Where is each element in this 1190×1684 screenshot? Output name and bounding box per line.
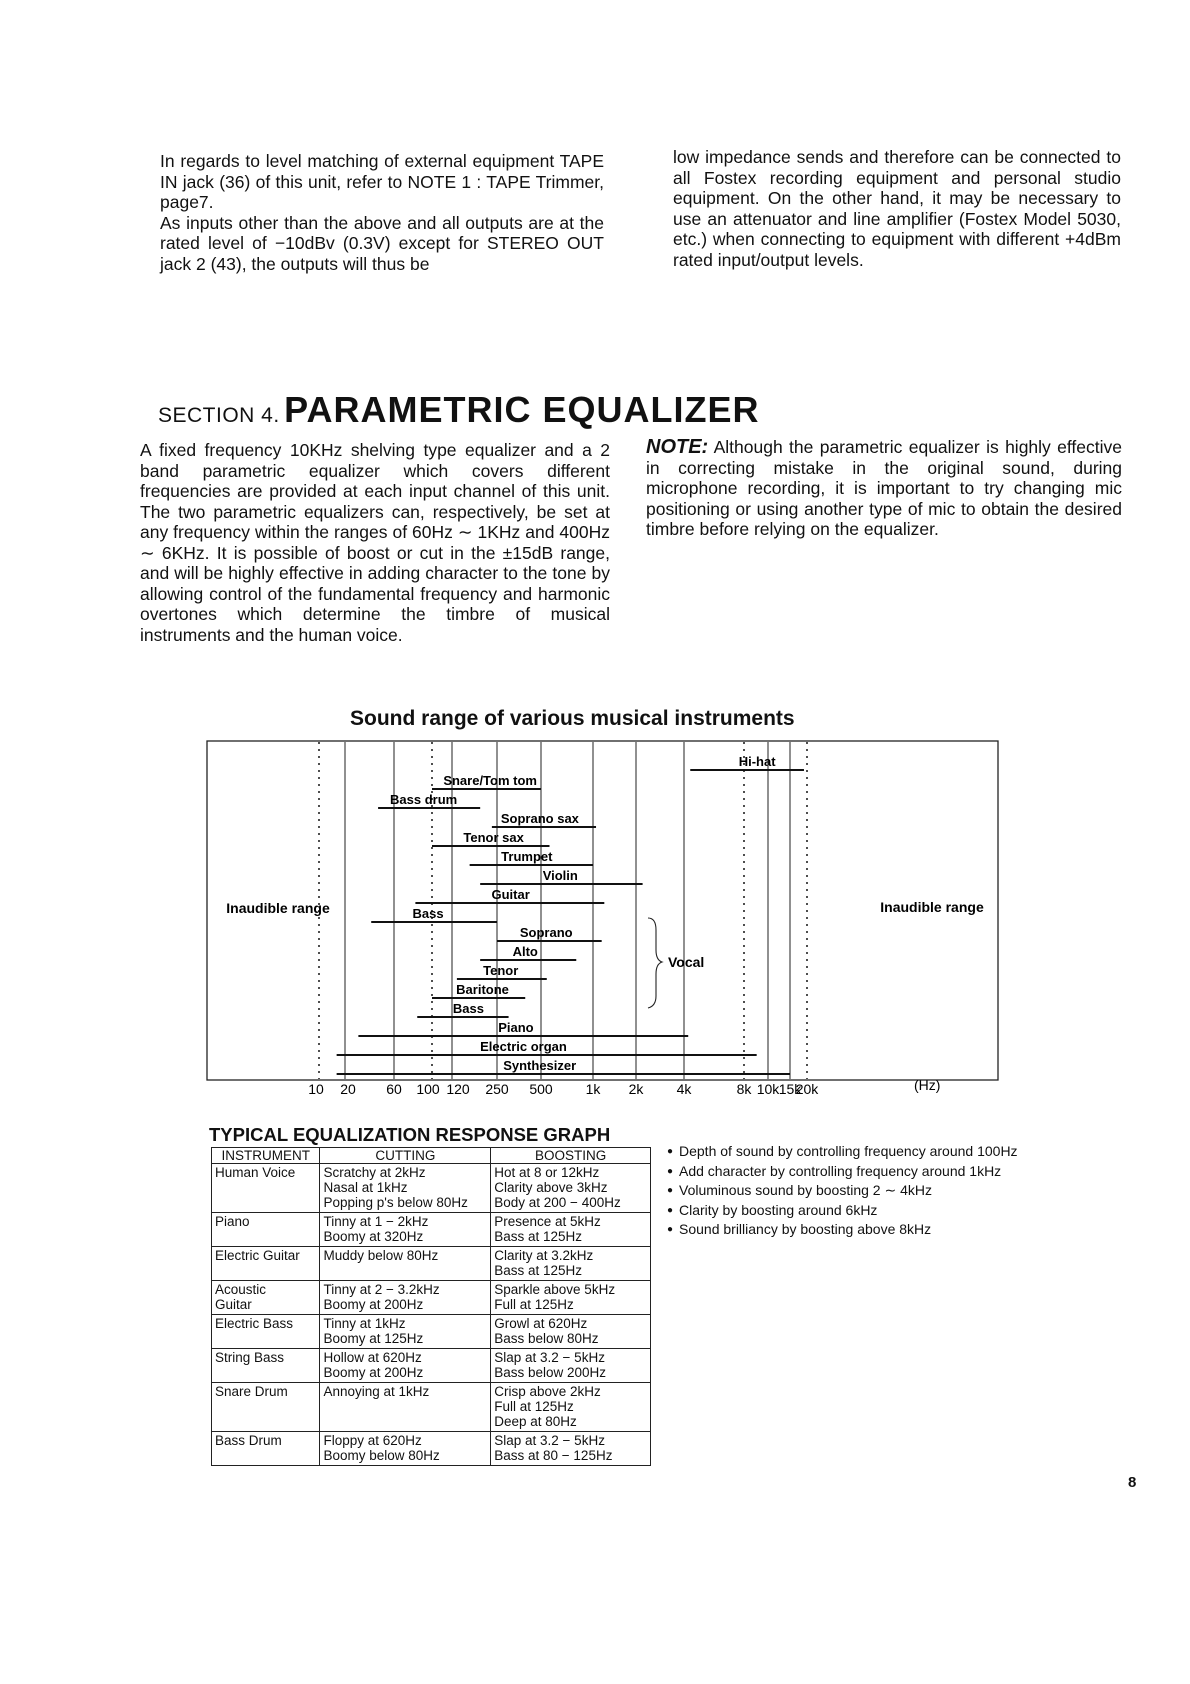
cell-line: Slap at 3.2 − 5kHz <box>494 1350 605 1365</box>
cell-line: Bass Drum <box>215 1433 282 1448</box>
boosting-cell <box>491 1349 651 1383</box>
vocal-group-label: Vocal <box>668 954 705 970</box>
range-bar-label: Hi-hat <box>738 754 776 769</box>
cell-line: Hollow at 620Hz <box>323 1350 422 1365</box>
cell-line: String Bass <box>215 1350 285 1365</box>
cell-line: Acoustic <box>215 1282 267 1297</box>
cell-line: Hot at 8 or 12kHz <box>494 1165 600 1180</box>
cell-line: Muddy below 80Hz <box>323 1248 439 1263</box>
tip-item: ● Depth of sound by controlling frequency around 100Hz <box>667 1142 1027 1162</box>
x-tick-label: 20 <box>340 1081 356 1097</box>
section-heading <box>158 389 759 431</box>
body-paragraph: A fixed frequency 10KHz shelving type equalizer and a 2 band parametric equalizer which covers different frequencies are provided at each input channel of this unit. The two parametric equalizers can, respectively, be set at any frequency within the ranges of 60Hz ∼ 1KHz and 400Hz ∼ 6KHz. It is possible of boost or cut in the ±15dB range, and will be highly effective in adding character to the tone by allowing control of the fundamental frequency and harmonic overtones which determine the timbre of musical instruments and the human voice. <box>140 440 610 645</box>
note-text: Although the parametric equalizer is highly effective in correcting mistake in the original sound, during microphone recording, it is important to try changing mic positioning or using another type of mic to obtain the desired timbre before relying on the equalizer. <box>646 437 1122 539</box>
table-header-row <box>212 1148 651 1164</box>
x-tick-label: 120 <box>446 1081 470 1097</box>
inaudible-range-right: Inaudible range <box>880 899 984 915</box>
instrument-cell <box>212 1164 320 1213</box>
table-row <box>212 1432 651 1466</box>
cell-line: Full at 125Hz <box>494 1399 574 1414</box>
cell-line: Boomy below 80Hz <box>323 1448 440 1463</box>
x-tick-label: 20k <box>795 1081 819 1097</box>
cutting-cell <box>320 1315 491 1349</box>
table-row <box>212 1315 651 1349</box>
cutting-cell <box>320 1383 491 1432</box>
instrument-cell <box>212 1349 320 1383</box>
table-row <box>212 1281 651 1315</box>
column-header-boosting: BOOSTING <box>491 1148 651 1164</box>
inaudible-range-left: Inaudible range <box>226 900 330 916</box>
cell-line: Boomy at 200Hz <box>323 1365 424 1380</box>
column-header-cutting: CUTTING <box>320 1148 491 1164</box>
x-tick-label: 8k <box>736 1081 752 1097</box>
boosting-cell <box>491 1315 651 1349</box>
cell-line: Tinny at 1 − 2kHz <box>323 1214 429 1229</box>
cell-line: Full at 125Hz <box>494 1297 574 1312</box>
cell-line: Boomy at 320Hz <box>323 1229 424 1244</box>
x-tick-label: 2k <box>628 1081 644 1097</box>
cell-line: Electric Guitar <box>215 1248 300 1263</box>
vocal-brace <box>648 918 662 1008</box>
range-bar-label: Electric organ <box>480 1039 567 1054</box>
x-axis-unit: (Hz) <box>914 1077 941 1093</box>
x-tick-label: 100 <box>416 1081 440 1097</box>
instrument-cell <box>212 1247 320 1281</box>
range-bar-label: Soprano sax <box>500 811 579 826</box>
section-body <box>140 440 610 645</box>
eq-table-title: TYPICAL EQUALIZATION RESPONSE GRAPH <box>209 1124 611 1145</box>
cell-line: Bass below 200Hz <box>494 1365 607 1380</box>
cell-line: Electric Bass <box>215 1316 294 1331</box>
chart-frame <box>207 741 998 1080</box>
note-label: NOTE: <box>646 436 709 458</box>
cell-line: Clarity above 3kHz <box>494 1180 608 1195</box>
cell-line: Boomy at 200Hz <box>323 1297 424 1312</box>
intro-left-column <box>160 151 604 274</box>
cutting-cell <box>320 1432 491 1466</box>
range-bar-label: Bass drum <box>390 792 458 807</box>
cell-line: Tinny at 1kHz <box>323 1316 406 1331</box>
boosting-cell <box>491 1432 651 1466</box>
cell-line: Bass at 80 − 125Hz <box>494 1448 613 1463</box>
cell-line: Growl at 620Hz <box>494 1316 588 1331</box>
range-bar-label: Tenor sax <box>463 830 524 845</box>
cell-line: Popping p's below 80Hz <box>323 1195 468 1210</box>
cutting-cell <box>320 1281 491 1315</box>
tip-item: ● Sound brilliancy by boosting above 8kHz <box>667 1220 1027 1240</box>
tip-item: ● Clarity by boosting around 6kHz <box>667 1201 1027 1221</box>
cell-line: Boomy at 125Hz <box>323 1331 424 1346</box>
instrument-cell <box>212 1383 320 1432</box>
range-bar-label: Soprano <box>519 925 573 940</box>
column-header-instrument: INSTRUMENT <box>212 1148 320 1164</box>
cell-line: Annoying at 1kHz <box>323 1384 430 1399</box>
table-row <box>212 1164 651 1213</box>
range-bar-label: Synthesizer <box>503 1058 577 1073</box>
cutting-cell <box>320 1164 491 1213</box>
x-tick-label: 1k <box>585 1081 601 1097</box>
range-bar-label: Alto <box>512 944 538 959</box>
cell-line: Clarity at 3.2kHz <box>494 1248 594 1263</box>
intro-right-column <box>673 147 1121 270</box>
x-tick-label: 250 <box>485 1081 509 1097</box>
cell-line: Scratchy at 2kHz <box>323 1165 426 1180</box>
table-row <box>212 1213 651 1247</box>
instrument-cell <box>212 1432 320 1466</box>
cutting-cell <box>320 1247 491 1281</box>
range-bar-label: Snare/Tom tom <box>443 773 537 788</box>
eq-response-table <box>211 1147 651 1466</box>
page-number: 8 <box>1128 1474 1137 1491</box>
cutting-cell <box>320 1213 491 1247</box>
cell-line: Bass below 80Hz <box>494 1331 599 1346</box>
boosting-cell <box>491 1281 651 1315</box>
cell-line: Deep at 80Hz <box>494 1414 577 1429</box>
x-tick-label: 4k <box>676 1081 692 1097</box>
boosting-cell <box>491 1383 651 1432</box>
cell-line: Piano <box>215 1214 250 1229</box>
instrument-cell <box>212 1315 320 1349</box>
table-row <box>212 1383 651 1432</box>
cell-line: Snare Drum <box>215 1384 288 1399</box>
x-tick-label: 10 <box>308 1081 324 1097</box>
table-row <box>212 1349 651 1383</box>
tip-item: ● Voluminous sound by boosting 2 ∼ 4kHz <box>667 1181 1027 1201</box>
x-tick-label: 10k <box>756 1081 780 1097</box>
eq-tips-list <box>667 1142 1027 1240</box>
range-bar-label: Bass <box>412 906 444 921</box>
cell-line: Presence at 5kHz <box>494 1214 601 1229</box>
table-row <box>212 1247 651 1281</box>
cell-line: Floppy at 620Hz <box>323 1433 422 1448</box>
range-bar-label: Violin <box>542 868 578 883</box>
chart-title: Sound range of various musical instruments <box>350 707 795 730</box>
range-bar-label: Guitar <box>491 887 530 902</box>
boosting-cell <box>491 1247 651 1281</box>
note-paragraph <box>646 437 1122 540</box>
cell-line: Human Voice <box>215 1165 296 1180</box>
instrument-cell <box>212 1213 320 1247</box>
cell-line: Sparkle above 5kHz <box>494 1282 616 1297</box>
intro-paragraph: As inputs other than the above and all outputs are at the rated level of −10dBv (0.3V) except for STEREO OUT jack 2 (43), the outputs will thus be <box>160 212 604 274</box>
section-number: SECTION 4. <box>158 404 280 427</box>
range-bar-label: Trumpet <box>501 849 553 864</box>
cell-line: Guitar <box>215 1297 252 1312</box>
range-bar-label: Baritone <box>456 982 509 997</box>
intro-paragraph: low impedance sends and therefore can be connected to all Fostex recording equipment and personal studio equipment. On the other hand, it may be necessary to use an attenuator and line amplifier (Fostex Model 5030, etc.) when connecting to equipment with different +4dBm rated input/output levels. <box>673 147 1121 270</box>
cell-line: Slap at 3.2 − 5kHz <box>494 1433 605 1448</box>
range-bar-label: Piano <box>498 1020 534 1035</box>
x-tick-label: 60 <box>386 1081 402 1097</box>
x-tick-label: 500 <box>529 1081 553 1097</box>
range-bar-label: Tenor <box>483 963 519 978</box>
note-block <box>646 437 1122 540</box>
instrument-cell <box>212 1281 320 1315</box>
boosting-cell <box>491 1164 651 1213</box>
cell-line: Bass at 125Hz <box>494 1229 583 1244</box>
cell-line: Body at 200 − 400Hz <box>494 1195 621 1210</box>
intro-paragraph: In regards to level matching of external equipment TAPE IN jack (36) of this unit, refer to NOTE 1 : TAPE Trimmer, page7. <box>160 151 604 212</box>
tip-item: ● Add character by controlling frequency around 1kHz <box>667 1162 1027 1182</box>
x-tick-label: 15k <box>778 1081 802 1097</box>
cell-line: Crisp above 2kHz <box>494 1384 601 1399</box>
cell-line: Tinny at 2 − 3.2kHz <box>323 1282 440 1297</box>
range-bar-label: Bass <box>452 1001 484 1016</box>
boosting-cell <box>491 1213 651 1247</box>
cell-line: Nasal at 1kHz <box>323 1180 408 1195</box>
cutting-cell <box>320 1349 491 1383</box>
cell-line: Bass at 125Hz <box>494 1263 583 1278</box>
section-title: PARAMETRIC EQUALIZER <box>284 389 760 430</box>
